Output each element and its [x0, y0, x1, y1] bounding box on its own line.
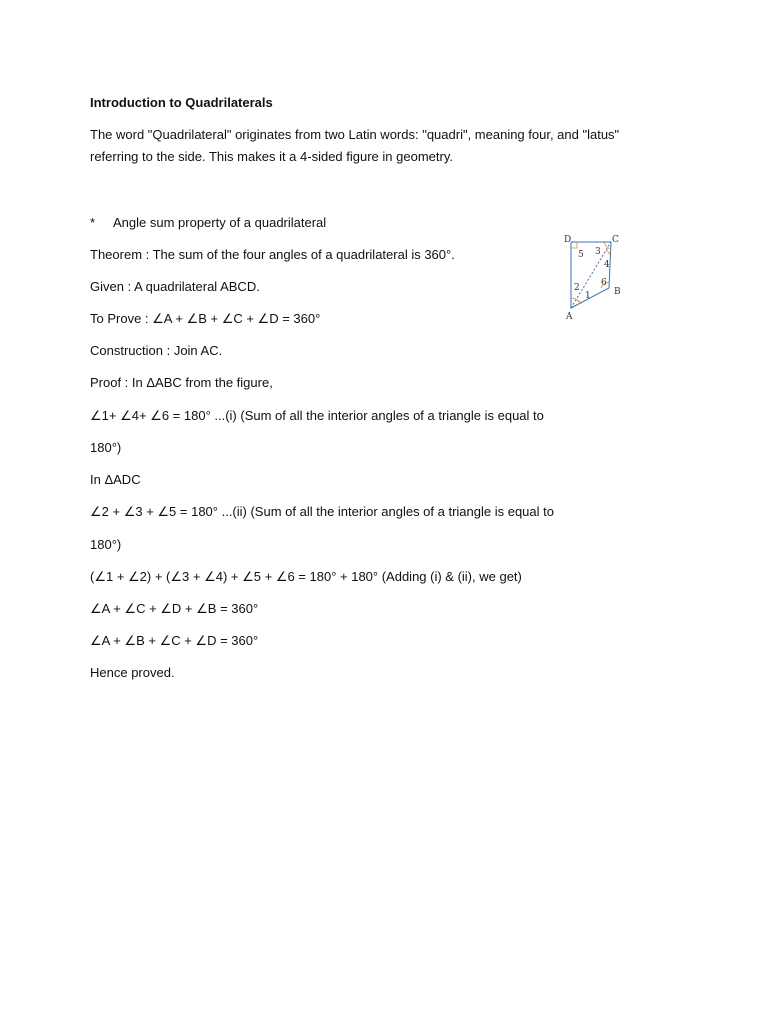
- section-heading-angle-sum: Angle sum property of a quadrilateral: [113, 215, 327, 230]
- angle-label-1: 1: [585, 291, 591, 301]
- angle-label-6: 6: [601, 278, 607, 288]
- vertex-label-d: D: [564, 235, 572, 245]
- vertex-label-c: C: [612, 235, 619, 245]
- equation-ii-line: ∠2 + ∠3 + ∠5 = 180° ...(ii) (Sum of all the interior angles of a triangle is equal to: [90, 504, 554, 519]
- angle-label-4: 4: [604, 260, 610, 270]
- angle-mark-d: [571, 242, 577, 248]
- bullet-marker: *: [90, 215, 96, 230]
- adding-equations-line: (∠1 + ∠2) + (∠3 + ∠4) + ∠5 + ∠6 = 180° + 180° (Adding (i) & (ii), we get): [90, 569, 522, 584]
- conclusion-line: Hence proved.: [90, 665, 175, 680]
- triangle-adc-line: In ΔADC: [90, 472, 141, 487]
- intro-paragraph-line-2: referring to the side. This makes it a 4-sided figure in geometry.: [90, 149, 453, 164]
- equation-i-continuation: 180°): [90, 440, 122, 455]
- intro-paragraph-line-1: The word "Quadrilateral" originates from two Latin words: "quadri", meaning four, and "latus": [90, 127, 620, 142]
- angle-mark-c-4: [606, 250, 610, 255]
- construction-line: Construction : Join AC.: [90, 343, 223, 358]
- sum-abcd-line: ∠A + ∠B + ∠C + ∠D = 360°: [90, 633, 259, 648]
- theorem-line: Theorem : The sum of the four angles of a quadrilateral is 360°.: [90, 247, 455, 262]
- equation-i-line: ∠1+ ∠4+ ∠6 = 180° ...(i) (Sum of all the interior angles of a triangle is equal to: [90, 408, 544, 423]
- angle-marks: [571, 242, 611, 304]
- angle-mark-c-3: [604, 242, 611, 249]
- vertex-label-b: B: [614, 287, 621, 297]
- quadrilateral-figure: [560, 232, 632, 324]
- angle-label-5: 5: [578, 250, 584, 260]
- diagonal-ac: [571, 242, 611, 308]
- proof-line: Proof : In ΔABC from the figure,: [90, 375, 273, 390]
- given-line: Given : A quadrilateral ABCD.: [90, 279, 260, 294]
- vertex-label-a: A: [566, 312, 573, 322]
- document-title: Introduction to Quadrilaterals: [90, 95, 273, 110]
- angle-label-3: 3: [595, 247, 601, 257]
- sum-acdb-line: ∠A + ∠C + ∠D + ∠B = 360°: [90, 601, 259, 616]
- equation-ii-continuation: 180°): [90, 537, 122, 552]
- angle-label-2: 2: [574, 283, 580, 293]
- to-prove-line: To Prove : ∠A + ∠B + ∠C + ∠D = 360°: [90, 311, 321, 326]
